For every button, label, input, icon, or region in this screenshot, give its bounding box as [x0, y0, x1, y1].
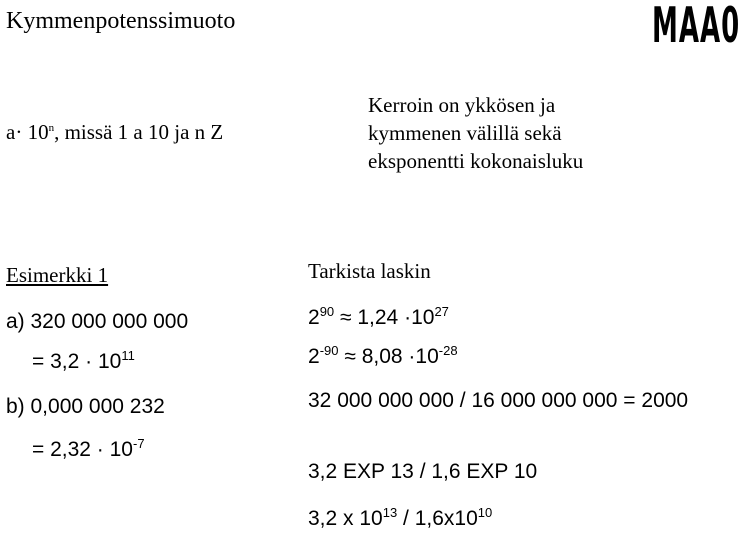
check-line-2-exponent: -90: [319, 343, 339, 358]
approx-icon: ≈: [334, 306, 352, 329]
example-b: b) 0,000 000 232: [6, 395, 165, 418]
check-line-2-value: 8,08 ·10: [355, 345, 439, 368]
example-a-result: [32, 350, 135, 374]
check-line-1-value: 1,24 ·10: [351, 306, 435, 329]
check-line-5-part-a: 3,2 x 10: [308, 507, 383, 530]
example-b-result-exponent: -7: [133, 436, 145, 451]
formula-base: a· 10: [6, 120, 49, 144]
page-title: Kymmenpotenssimuoto: [6, 8, 236, 34]
approx-icon: ≈: [338, 345, 356, 368]
check-line-1: [308, 306, 449, 330]
check-line-1-exponent: 90: [319, 304, 335, 319]
example-a-result-exponent: 11: [121, 348, 135, 363]
check-line-1-base: 2: [308, 306, 320, 329]
definition-note: Kerroin on ykkösen ja kymmenen välillä sekä eksponentti kokonaisluku: [368, 93, 584, 173]
check-line-5-exponent-b: 10: [477, 505, 493, 520]
check-heading: Tarkista laskin: [308, 259, 431, 283]
example-a-result-base: = 3,2 · 10: [32, 350, 122, 373]
check-line-5-part-b: / 1,6x10: [397, 507, 478, 530]
check-line-5: [308, 507, 492, 531]
course-logo: MAA0: [652, 0, 740, 56]
example-a: a) 320 000 000 000: [6, 310, 189, 333]
example-b-result: [32, 438, 145, 462]
formula-exponent: n: [48, 122, 55, 134]
scientific-notation-formula: [6, 120, 223, 145]
example-heading: Esimerkki 1: [6, 263, 109, 287]
check-line-1-value-exponent: 27: [434, 304, 449, 319]
check-line-2-value-exponent: -28: [438, 343, 458, 358]
check-line-3: 32 000 000 000 / 16 000 000 000 = 2000: [308, 389, 689, 412]
check-line-4: 3,2 EXP 13 / 1,6 EXP 10: [308, 460, 538, 483]
formula-condition: , missä 1 a 10 ja n Z: [54, 120, 224, 144]
check-line-2: [308, 345, 458, 369]
example-b-result-base: = 2,32 · 10: [32, 438, 133, 461]
check-line-2-base: 2: [308, 345, 320, 368]
check-line-5-exponent-a: 13: [382, 505, 398, 520]
